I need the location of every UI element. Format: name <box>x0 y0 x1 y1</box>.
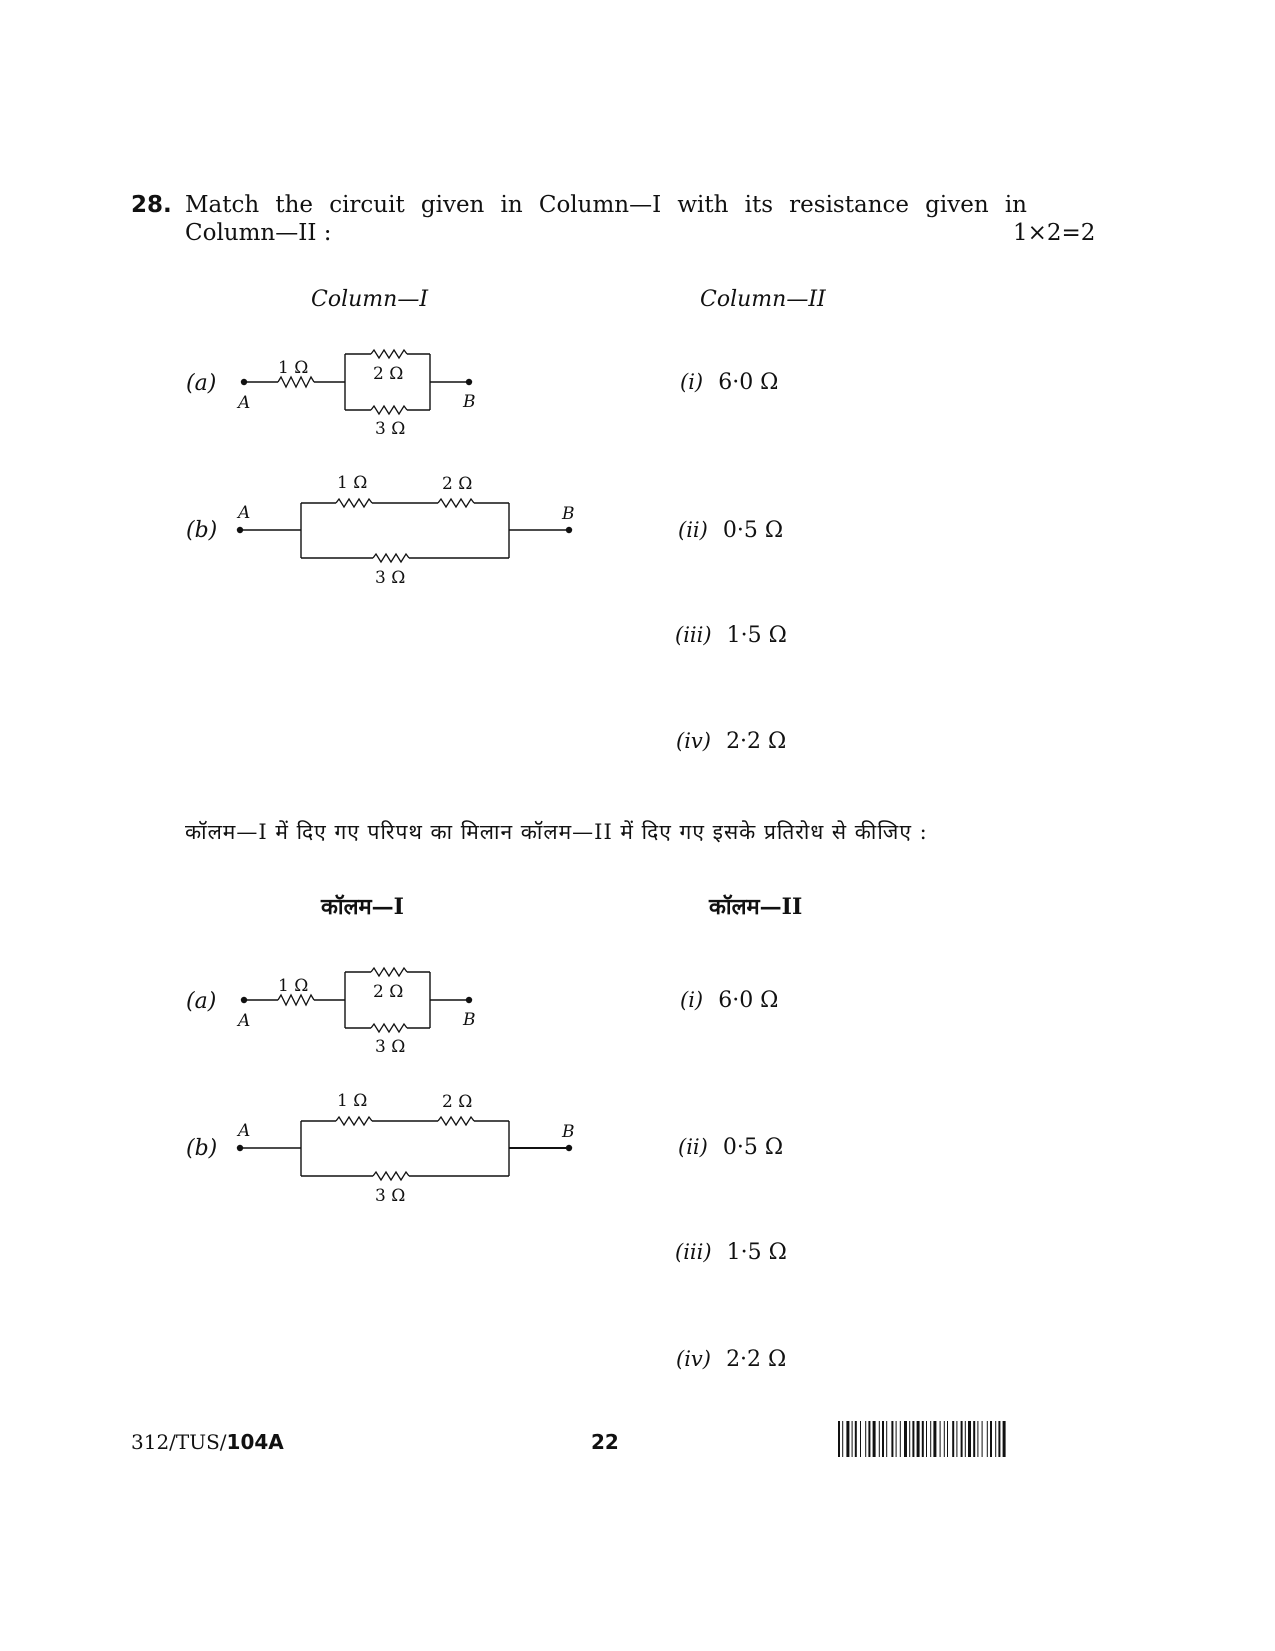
word: in <box>500 192 523 218</box>
hindi-column-1-header: कॉलम—I <box>321 894 404 920</box>
node-b-label: B <box>463 1010 476 1030</box>
barcode-bar <box>909 1421 910 1457</box>
option-number: (iv) <box>676 1347 711 1371</box>
barcode-bar <box>900 1421 901 1457</box>
resistor-2-label: 2 Ω <box>373 982 404 1002</box>
barcode-bar <box>995 1421 996 1457</box>
node-a-label: A <box>238 1121 251 1141</box>
resistor-1-label: 1 Ω <box>278 358 309 378</box>
option-i <box>680 988 778 1013</box>
barcode-bar <box>965 1421 966 1457</box>
option-i <box>680 370 778 395</box>
barcode-bar <box>982 1421 983 1457</box>
word: with <box>677 192 729 218</box>
circuit-a-diagram <box>230 345 490 445</box>
option-value: 1·5 Ω <box>726 623 787 648</box>
resistor-3-ohm <box>373 554 409 562</box>
barcode-bar <box>842 1421 843 1457</box>
word: given <box>420 192 485 218</box>
barcode-bar <box>886 1421 887 1457</box>
resistor-2-ohm <box>371 350 407 358</box>
barcode-bar <box>977 1421 978 1457</box>
word: given <box>925 192 989 218</box>
option-value: 2·2 Ω <box>726 729 787 754</box>
barcode-bar <box>904 1421 907 1457</box>
barcode-bar <box>998 1421 1000 1457</box>
barcode-icon <box>838 1421 1084 1457</box>
barcode-bar <box>1003 1421 1006 1457</box>
option-ii <box>678 1135 783 1160</box>
barcode-bar <box>940 1421 941 1457</box>
circuit-b-diagram <box>230 1086 590 1211</box>
barcode-bar <box>926 1421 927 1457</box>
resistor-3-label: 3 Ω <box>375 1186 406 1206</box>
barcode-bar <box>947 1421 948 1457</box>
resistor-2-ohm <box>371 968 407 976</box>
resistor-1-label: 1 Ω <box>337 1091 368 1111</box>
circuit-b-diagram <box>230 468 590 593</box>
resistor-2-ohm <box>438 1117 474 1125</box>
resistor-1-ohm <box>336 499 372 507</box>
node-b-label: B <box>463 392 476 412</box>
paper-code <box>131 1430 284 1454</box>
circuit-a-label: (a) <box>186 989 217 1014</box>
resistor-3-ohm <box>371 406 407 414</box>
circuit-b-label: (b) <box>186 1136 218 1161</box>
option-value: 6·0 Ω <box>718 370 779 395</box>
paper-code-suffix: 104A <box>226 1430 284 1454</box>
page-number: 22 <box>591 1430 619 1454</box>
resistor-1-label: 1 Ω <box>337 473 368 493</box>
resistor-3-label: 3 Ω <box>375 419 406 439</box>
barcode-bar <box>838 1421 840 1457</box>
hindi-column-2-header: कॉलम—II <box>709 894 803 920</box>
barcode-bar <box>868 1421 870 1457</box>
word: the <box>275 192 314 218</box>
option-number: (iii) <box>675 623 712 647</box>
resistor-1-ohm <box>278 995 314 1005</box>
question-number: 28. <box>131 192 172 218</box>
word: in <box>1004 192 1027 218</box>
option-number: (i) <box>680 370 704 394</box>
barcode-bar <box>846 1421 849 1457</box>
barcode-bar <box>933 1421 936 1457</box>
resistor-3-label: 3 Ω <box>375 568 406 588</box>
resistor-3-label: 3 Ω <box>375 1037 406 1057</box>
barcode-bar <box>882 1421 884 1457</box>
circuit-b-label: (b) <box>186 518 218 543</box>
barcode-bar <box>990 1421 992 1457</box>
node-b-dot <box>466 379 472 385</box>
resistor-2-label: 2 Ω <box>442 474 473 494</box>
barcode-bar <box>912 1421 914 1457</box>
resistor-2-label: 2 Ω <box>373 364 404 384</box>
resistor-2-label: 2 Ω <box>442 1092 473 1112</box>
option-number: (ii) <box>678 1135 708 1159</box>
node-a-label: A <box>238 393 251 413</box>
barcode-bar <box>968 1421 971 1457</box>
barcode-bar <box>930 1421 931 1457</box>
option-iii <box>675 623 787 648</box>
word: Match <box>185 192 260 218</box>
option-number: (iv) <box>676 729 711 753</box>
circuit-a-diagram <box>230 963 490 1063</box>
barcode-bar <box>879 1421 880 1457</box>
option-number: (ii) <box>678 518 708 542</box>
word: its <box>744 192 774 218</box>
circuit-a-label: (a) <box>186 371 217 396</box>
barcode-bar <box>852 1421 853 1457</box>
option-value: 6·0 Ω <box>718 988 779 1013</box>
barcode-bar <box>973 1421 975 1457</box>
barcode-bar <box>961 1421 963 1457</box>
barcode-bar <box>891 1421 893 1457</box>
word: circuit <box>329 192 405 218</box>
option-iii <box>675 1240 787 1265</box>
option-number: (i) <box>680 988 704 1012</box>
word: Column—I <box>538 192 662 218</box>
column-1-header: Column—I <box>311 287 429 312</box>
marks: 1×2=2 <box>1013 220 1096 246</box>
option-value: 0·5 Ω <box>722 518 784 543</box>
barcode-bar <box>896 1421 897 1457</box>
resistor-1-ohm <box>336 1117 372 1125</box>
hindi-question-text: कॉलम—I में दिए गए परिपथ का मिलान कॉलम—II में दिए गए इसके प्रतिरोध से कीजिए : <box>185 820 928 844</box>
option-ii <box>678 518 783 543</box>
barcode-bar <box>865 1421 866 1457</box>
option-value: 1·5 Ω <box>726 1240 787 1265</box>
word: resistance <box>789 192 910 218</box>
resistor-2-ohm <box>438 499 474 507</box>
option-iv <box>676 729 786 754</box>
resistor-3-ohm <box>373 1172 409 1180</box>
barcode-bar <box>873 1421 876 1457</box>
barcode-bar <box>922 1421 924 1457</box>
barcode-bar <box>855 1421 857 1457</box>
barcode-bar <box>987 1421 988 1457</box>
question-text-line2: Column—II : <box>185 220 332 246</box>
option-value: 0·5 Ω <box>722 1135 784 1160</box>
option-value: 2·2 Ω <box>726 1347 787 1372</box>
node-b-dot <box>466 997 472 1003</box>
option-iv <box>676 1347 786 1372</box>
column-2-header: Column—II <box>700 287 826 312</box>
barcode-bar <box>956 1421 957 1457</box>
paper-code-prefix: 312/TUS/ <box>131 1430 227 1454</box>
node-b-label: B <box>562 1122 575 1142</box>
node-b-dot <box>566 1145 572 1151</box>
resistor-3-ohm <box>371 1024 407 1032</box>
barcode-bar <box>860 1421 861 1457</box>
node-b-label: B <box>562 504 575 524</box>
node-a-label: A <box>238 503 251 523</box>
node-b-dot <box>566 527 572 533</box>
option-number: (iii) <box>675 1240 712 1264</box>
barcode-bar <box>917 1421 920 1457</box>
resistor-1-label: 1 Ω <box>278 976 309 996</box>
node-a-label: A <box>238 1011 251 1031</box>
resistor-1-ohm <box>278 377 314 387</box>
barcode-bar <box>944 1421 945 1457</box>
barcode-bar <box>952 1421 954 1457</box>
question-text-line1 <box>185 192 1027 218</box>
